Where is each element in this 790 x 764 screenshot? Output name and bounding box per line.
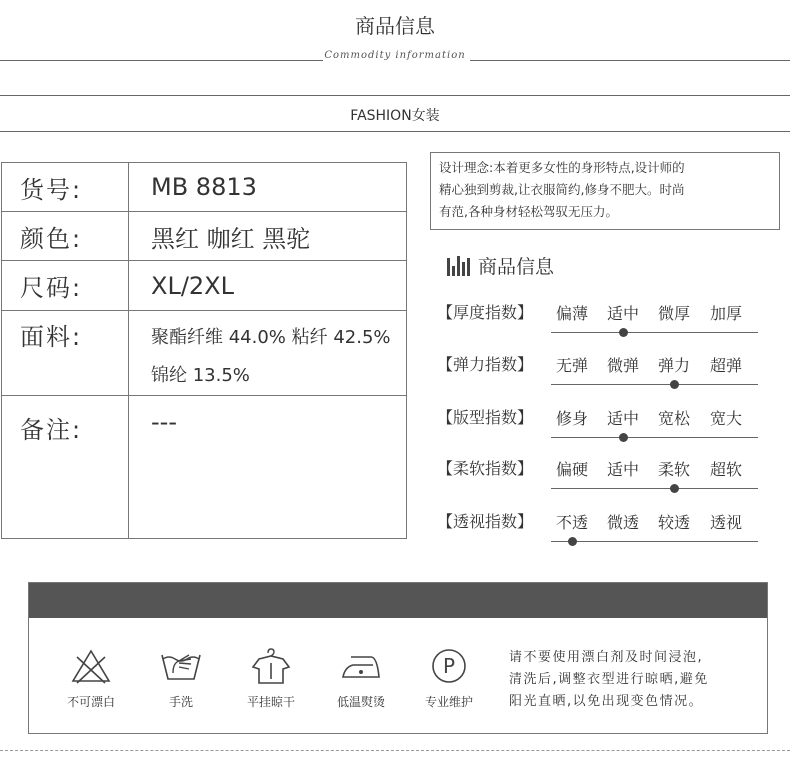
info-value-sku: MB 8813 [129, 163, 407, 212]
concept-line: 设计理念:本着更多女性的身形特点,设计师的 [439, 160, 685, 175]
indices-title [447, 252, 554, 279]
concept-line: 精心独到剪裁,让衣服简约,修身不肥大。时尚 [439, 182, 685, 197]
index-marker [568, 537, 577, 546]
index-label: 【柔软指数】 [437, 459, 534, 478]
info-label: 颜色: [2, 212, 129, 261]
index-marker [670, 380, 679, 389]
section-title: FASHION女装 [350, 108, 440, 124]
index-option: 无弹 [556, 356, 589, 375]
index-marker [670, 484, 679, 493]
index-option: 适中 [607, 460, 640, 479]
index-scale-line [551, 437, 758, 438]
care-instructions [509, 647, 764, 713]
info-value-color: 黑红 咖红 黑驼 [129, 212, 407, 261]
hang-dry-icon [249, 647, 293, 685]
concept-line: 有范,各种身材轻松驾驭无压力。 [439, 204, 618, 219]
index-label: 【透视指数】 [437, 512, 534, 531]
index-option: 超软 [710, 460, 743, 479]
care-item [141, 647, 221, 710]
svg-text:P: P [442, 654, 456, 678]
info-label: 面料: [2, 311, 129, 396]
product-info-table [1, 162, 407, 539]
index-option: 适中 [607, 304, 640, 323]
index-label: 【厚度指数】 [437, 303, 534, 322]
index-label: 【弹力指数】 [437, 355, 534, 374]
index-option: 较透 [658, 513, 691, 532]
index-option: 宽松 [658, 409, 691, 428]
care-text-line: 请不要使用漂白剂及时间浸泡, [509, 650, 704, 665]
index-scale-line [551, 332, 758, 333]
info-label: 货号: [2, 163, 129, 212]
index-option: 修身 [556, 409, 589, 428]
index-scale-line [551, 384, 758, 385]
care-label: 手洗 [168, 695, 193, 709]
care-text-line: 清洗后,调整衣型进行晾晒,避免 [509, 672, 709, 687]
info-label: 尺码: [2, 261, 129, 311]
no-bleach-icon [69, 647, 113, 685]
professional-care-icon [427, 647, 471, 685]
index-row [437, 352, 767, 392]
index-option: 弹力 [658, 356, 691, 375]
index-option: 偏薄 [556, 304, 589, 323]
care-item [231, 647, 311, 710]
divider [470, 60, 790, 61]
index-option: 微弹 [607, 356, 640, 375]
index-option: 加厚 [710, 304, 743, 323]
index-option: 偏硬 [556, 460, 589, 479]
divider [0, 60, 323, 61]
divider [0, 131, 790, 132]
index-scale-line [551, 488, 758, 489]
care-label: 低温熨烫 [336, 695, 385, 709]
index-option: 微透 [607, 513, 640, 532]
index-row [437, 509, 767, 549]
index-option: 宽大 [710, 409, 743, 428]
care-item [321, 647, 401, 710]
care-label: 平挂晾干 [246, 695, 295, 709]
fabric-line: 锦纶 13.5% [151, 365, 250, 386]
indices-title-text: 商品信息 [478, 256, 555, 278]
index-row [437, 456, 767, 496]
index-marker [619, 433, 628, 442]
page-title: 商品信息 [355, 14, 435, 38]
care-label: 专业维护 [424, 695, 473, 709]
care-text-line: 阳光直晒,以免出现变色情况。 [509, 694, 704, 709]
index-label: 【版型指数】 [437, 408, 534, 427]
page-subtitle: Commodity information [324, 50, 466, 61]
info-value-size: XL/2XL [129, 261, 407, 311]
bar-chart-icon [447, 256, 470, 276]
index-row [437, 300, 767, 340]
index-row [437, 405, 767, 445]
index-option: 透视 [710, 513, 743, 532]
care-item [51, 647, 131, 710]
care-label: 不可漂白 [66, 695, 115, 709]
info-value-fabric [129, 311, 407, 396]
care-panel [28, 582, 768, 734]
index-option: 超弹 [710, 356, 743, 375]
bottom-dashed-divider [0, 750, 790, 751]
low-iron-icon [339, 647, 383, 685]
info-value-notes: --- [129, 396, 407, 539]
info-label: 备注: [2, 396, 129, 539]
fabric-line: 聚酯纤维 44.0% 粘纤 42.5% [151, 327, 391, 348]
care-item [409, 647, 489, 710]
index-option: 柔软 [658, 460, 691, 479]
index-option: 适中 [607, 409, 640, 428]
index-option: 微厚 [658, 304, 691, 323]
design-concept-box [430, 152, 780, 230]
index-option: 不透 [556, 513, 589, 532]
index-scale-line [551, 541, 758, 542]
divider [0, 95, 790, 96]
hand-wash-icon [159, 647, 203, 685]
care-header-bar [29, 583, 767, 618]
index-marker [619, 328, 628, 337]
